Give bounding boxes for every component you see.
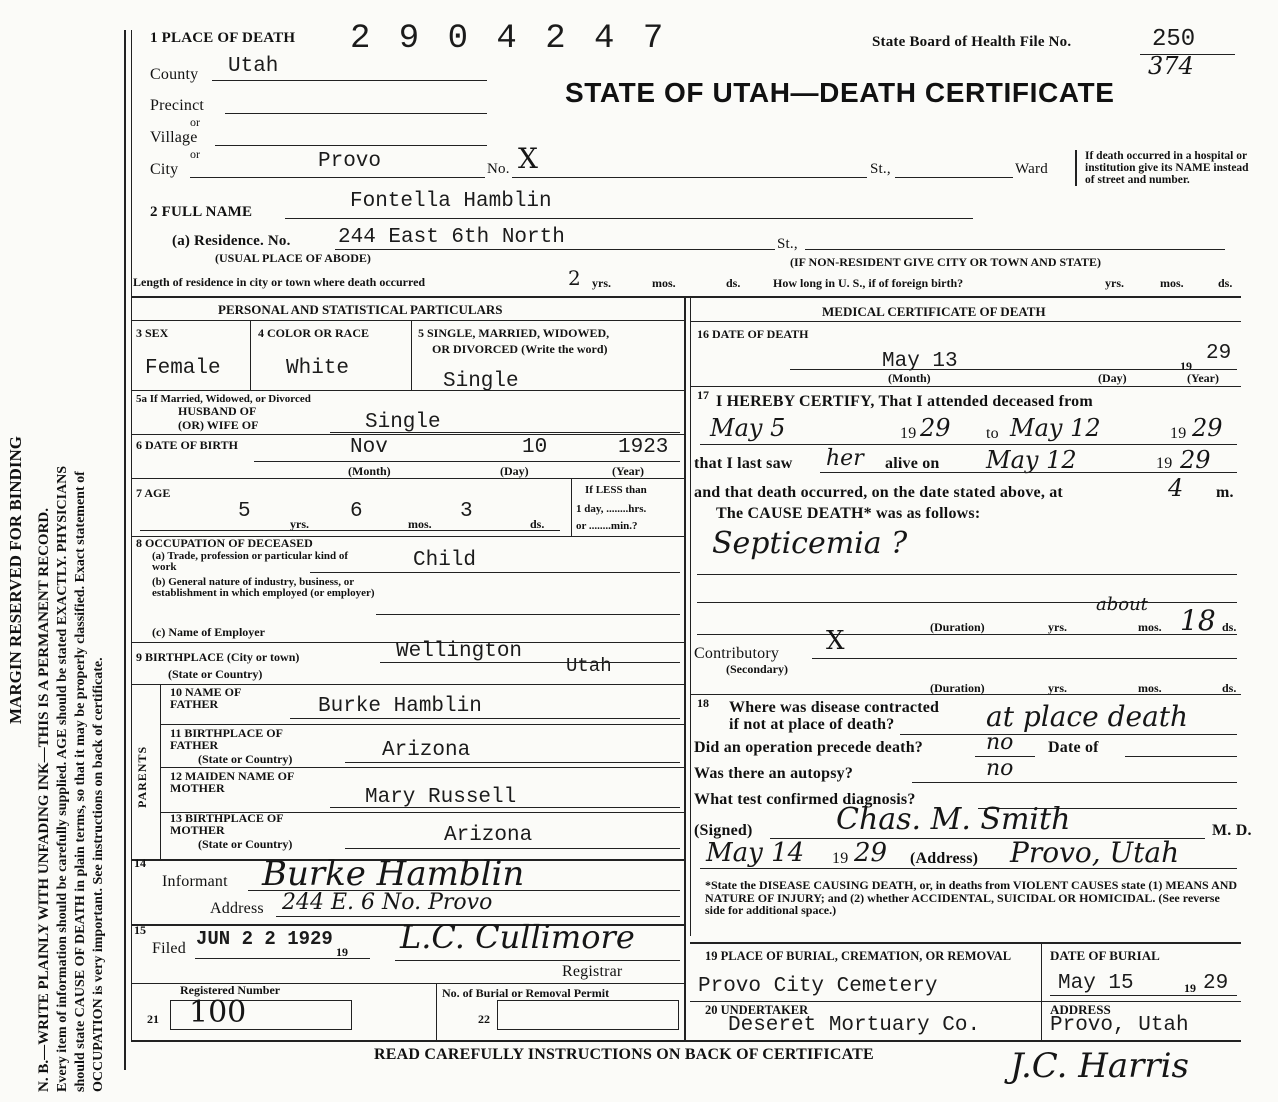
section-divider: [131, 296, 1241, 298]
cause-note: *State the DISEASE CAUSING DEATH, or, in deaths from VIOLENT CAUSES state (1) MEANS AND NATURE OF INJURY; and (2) whether ACCIDENTAL, SUICIDAL OR HOMICIDAL. (See reverse side for additional space.): [705, 878, 1238, 917]
father-birthplace: Arizona: [382, 739, 471, 762]
length-years: 2: [568, 266, 581, 290]
footer-instructions: READ CAREFULLY INSTRUCTIONS ON BACK OF CERTIFICATE: [374, 1046, 874, 1063]
dob-day: 10: [522, 436, 548, 459]
mother-birthplace: Arizona: [444, 824, 533, 847]
registered-number: 100: [189, 995, 247, 1030]
ward-label: Ward: [1015, 161, 1048, 177]
city-value: Provo: [318, 150, 382, 173]
father-name: Burke Hamblin: [318, 695, 482, 718]
form-left-border: [124, 30, 126, 1070]
foreign-birth-label: How long in U. S., if of foreign birth?: [773, 276, 964, 290]
hospital-note: If death occurred in a hospital or institution give its NAME instead of street and number.: [1075, 150, 1250, 186]
margin-instruction-3: should state CAUSE OF DEATH in plain terms, so that it may be properly classified. Exact statement of: [73, 471, 88, 1092]
street-label: St.,: [870, 161, 891, 177]
signature-date: May 14: [706, 838, 805, 868]
street-number-label: No.: [487, 161, 510, 177]
county-value: Utah: [228, 55, 279, 78]
full-name-label: 2 FULL NAME: [150, 204, 253, 220]
death-time: 4: [1168, 474, 1184, 502]
state-board-file-number-2: 374: [1148, 52, 1194, 80]
certificate-number: 2 9 0 4 2 4 7: [350, 20, 668, 58]
registered-number-box: [170, 995, 352, 1030]
place-of-death-label: 1 PLACE OF DEATH: [150, 30, 296, 46]
margin-instruction-2: Every item of information should be carefully supplied. AGE should be stated EXACTLY. PHYSICIANS: [55, 465, 70, 1092]
physician-signature: Chas. M. Smith: [836, 802, 1071, 837]
race-value: White: [286, 357, 350, 380]
margin-instruction-1: N. B.—WRITE PLAINLY WITH UNFADING INK—THIS IS A PERMANENT RECORD.: [36, 508, 52, 1092]
column-divider: [684, 296, 686, 1041]
age-years: 5: [238, 500, 251, 523]
residence-value: 244 East 6th North: [338, 226, 565, 249]
nonresident-label: (IF NON-RESIDENT GIVE CITY OR TOWN AND STATE): [790, 255, 1102, 269]
operation-value: no: [986, 730, 1014, 755]
mother-name: Mary Russell: [365, 786, 517, 809]
precinct-label: Precinct: [150, 97, 205, 114]
full-name-value: Fontella Hamblin: [350, 190, 552, 213]
marital-value: Single: [443, 370, 519, 393]
burial-date: May 15: [1058, 972, 1134, 995]
death-date: May 13: [882, 350, 958, 373]
form-left-border-inner: [131, 30, 132, 1040]
attended-to: May 12: [1010, 414, 1101, 442]
informant-signature: Burke Hamblin: [262, 854, 525, 894]
medical-heading: MEDICAL CERTIFICATE OF DEATH: [822, 304, 1046, 319]
sex-value: Female: [145, 357, 221, 380]
death-certificate-page: MARGIN RESERVED FOR BINDING N. B.—WRITE PLAINLY WITH UNFADING INK—THIS IS A PERMANENT RECORD. Every item of information should be carefully supplied. AGE should be stated EXACTLY. PHYSICIANS should state CAUSE OF DEATH in plain terms, so that it may be properly classified. Exact statement of OCCUPATION is very important. See instructions on back of certificate. 1 PLACE OF DEATH 2 9 0 4 2 4 7 State Board of Health File No. 250 374 STATE OF UTAH—DEATH CERTIFICATE County Utah Precinct or Village or City Provo No. X St., Ward If death occurred in a hospital or institution give its NAME instead of street and number. 2 FULL NAME Fontella Hamblin (a) Residence. No. 244 East 6th North St., (USUAL PLACE OF ABODE) (IF NON-RESIDENT GIVE CITY OR TOWN AND STATE) Length of residence in city or town where death occurred 2 yrs. mos. ds. How long in U. S., if of foreign birth? yrs. mos. ds. PERSONAL AND STATISTICAL PARTICULARS 3 SEX 4 COLOR OR RACE 5 SINGLE, MARRIED, WIDOWED, OR DIVORCED (Write the word) Female White Single 5a If Married, Widowed, or Divorced HUSBAND OF (OR) WIFE OF Single 6 DATE OF BIRTH Nov 10 1923 (Month) (Day) (Year) 7 AGE 5 yrs. 6 mos. 3 ds. If LESS than 1 day, ........hrs. or ........min.? 8 OCCUPATION OF DECEASED (a) Trade, profession or particular kind of work (b) General nature of industry, business, or establishment in which employed (or employer) Child (c) Name of Employer 9 BIRTHPLACE (City or town) (State or Country) Wellington Utah PARENTS 10 NAME OF FATHER Burke Hamblin 11 BIRTHPLACE OF FATHER (State or Country) Arizona 12 MAIDEN NAME OF MOTHER Mary Russell 13 BIRTHPLACE OF MOTHER (State or Country) Arizona 14 Informant Burke Hamblin Address 244 E. 6 No. Provo 15 Filed JUN 2 2 1929 19 L.C. Cullimore Registrar Registered Number No. of Burial or Removal Permit 21 100 22 MEDICAL CERTIFICATE OF DEATH 16 DATE OF DEATH May 13 19 29 (Month) (Day) (Year) 17 I HEREBY CERTIFY, That I attended deceased from May 5 19 29 to May 12 19 29 that I last saw her alive on May 12 19 29 and that death occurred, on the date stated above, at 4 m. The CAUSE DEATH* was as follows: Septicemia ? about (Duration) yrs. mos. 18 ds. Contributory (Secondary) X (Duration) yrs. mos. ds. 18 Where was disease contracted if not at place of death? at place death Did an operation precede death? no Date of Was there an autopsy? no What test confirmed diagnosis? (Signed) Chas. M. Smith M. D. May 14 19 29 (Address) Provo, Utah *State the DISEASE CAUSING DEATH, or, in deaths from VIOLENT CAUSES state (1) MEANS AND NATURE OF INJURY; and (2) whether ACCIDENTAL, SUICIDAL OR HOMICIDAL. (See reverse side for additional space.) 19 PLACE OF BURIAL, CREMATION, OR REMOVAL Provo City Cemetery DATE OF BURIAL May 15 19 29 20 UNDERTAKER Deseret Mortuary Co. ADDRESS Provo, Utah READ CAREFULLY INSTRUCTIONS ON BACK OF CERTIFICATE J.C. Harris: [6, 20, 1252, 1092]
registrar-signature: L.C. Cullimore: [400, 918, 635, 956]
death-year: 29: [1206, 342, 1232, 365]
county-label: County: [150, 66, 199, 83]
occupation-value: Child: [413, 549, 477, 572]
burial-place: Provo City Cemetery: [698, 975, 938, 998]
burial-permit-box: [497, 1000, 679, 1030]
contributory-cause: X: [826, 626, 845, 656]
undertaker-signature: J.C. Harris: [1010, 1046, 1189, 1086]
city-label: City: [150, 161, 179, 178]
state-board-file-label: State Board of Health File No.: [872, 34, 1072, 50]
length-residence-label: Length of residence in city or town where death occurred: [133, 275, 426, 289]
undertaker-address: Provo, Utah: [1050, 1014, 1189, 1037]
undertaker: Deseret Mortuary Co.: [728, 1014, 981, 1037]
residence-st-label: St.,: [777, 236, 798, 252]
residence-label: (a) Residence. No.: [172, 233, 291, 249]
disease-contracted-at: at place death: [986, 700, 1189, 733]
certify-text: I HEREBY CERTIFY, That I attended deceased from: [716, 393, 1093, 410]
last-seen-date: May 12: [986, 446, 1077, 474]
filed-date: JUN 2 2 1929: [196, 928, 333, 950]
spouse-value: Single: [365, 411, 441, 434]
binding-margin-label: MARGIN RESERVED FOR BINDING: [6, 436, 25, 724]
age-months: 6: [350, 500, 363, 523]
personal-heading: PERSONAL AND STATISTICAL PARTICULARS: [218, 302, 503, 317]
certificate-title: STATE OF UTAH—DEATH CERTIFICATE: [565, 77, 1115, 108]
birthplace-city: Wellington: [396, 640, 523, 663]
cause-of-death: Septicemia ?: [712, 526, 908, 561]
birthplace-state: Utah: [566, 655, 612, 677]
physician-address: Provo, Utah: [1010, 836, 1180, 869]
informant-address: 244 E. 6 No. Provo: [282, 890, 493, 915]
parents-label: PARENTS: [135, 745, 149, 808]
state-board-file-number: 250: [1152, 26, 1196, 53]
dob-year: 1923: [618, 436, 669, 459]
street-number-value: X: [518, 142, 538, 175]
age-days: 3: [460, 500, 473, 523]
village-label: Village: [150, 129, 198, 146]
dob-month: Nov: [350, 436, 388, 459]
usual-abode-label: (USUAL PLACE OF ABODE): [215, 251, 371, 265]
margin-instruction-4: OCCUPATION is very important. See instructions on back of certificate.: [91, 657, 106, 1092]
attended-from: May 5: [710, 414, 786, 442]
duration-months: 18: [1180, 604, 1216, 637]
autopsy-value: no: [986, 756, 1014, 781]
